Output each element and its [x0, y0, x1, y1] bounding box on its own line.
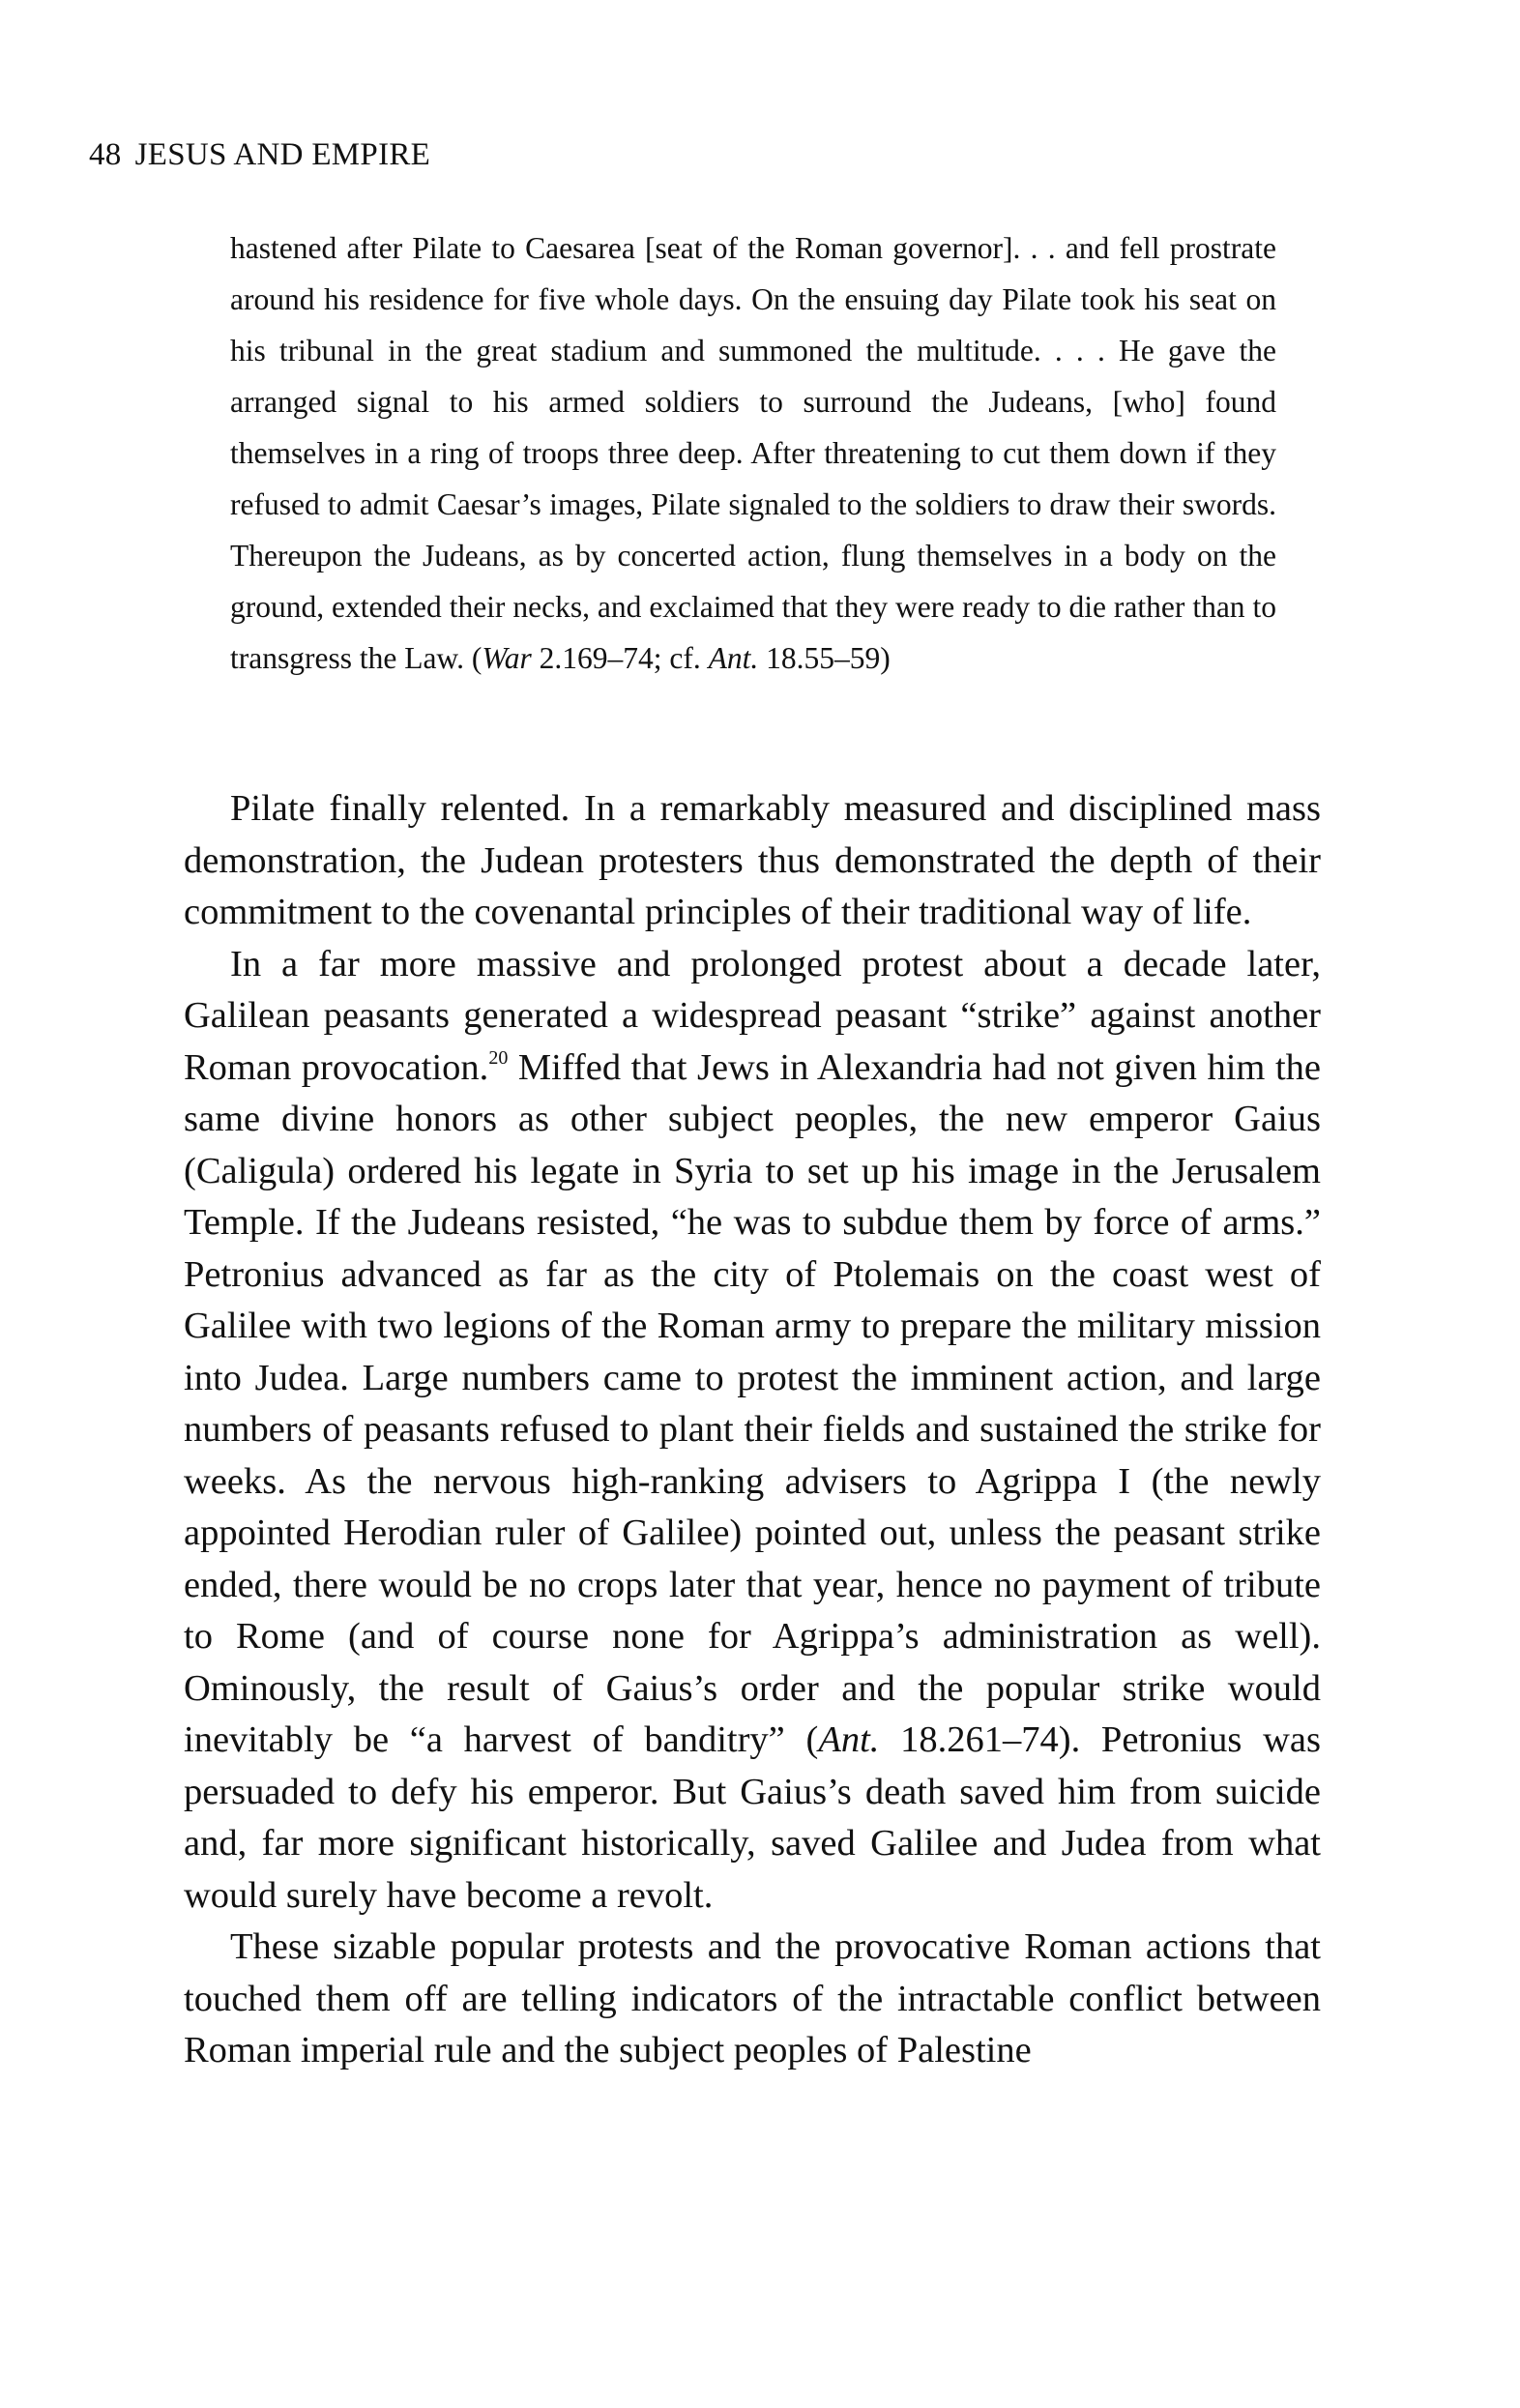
paragraph-2-text-a: In a far more massive and prolonged protest about a decade later, Galilean peasants generated a widespread peasant “strike” against another Roman provocation. — [184, 943, 1321, 1088]
quotation-citation-ref: 2.169–74; cf. — [531, 641, 709, 675]
block-quotation — [230, 222, 1276, 684]
citation-war: War — [482, 641, 532, 675]
citation-antiquities: Ant. — [818, 1719, 880, 1760]
paragraph-2-text-b: Miffed that Jews in Alexandria had not given him the same divine honors as other subject peoples, the new emperor Gaius (Caligula) ordered his legate in Syria to set up his image in the Jerusalem Temple. If the Judeans resisted, “he was to subdue them by force of arms.” Petronius advanced as far as the city of Ptolemais on the coast west of Galilee with two legions of the Roman army to prepare the military mission into Judea. Large numbers came to protest the imminent action, and large numbers of peasants refused to plant their fields and sustained the strike for weeks. As the nervous high-ranking advisers to Agrippa I (the newly appointed Herodian ruler of Galilee) pointed out, unless the peasant strike ended, there would be no crops later that year, hence no payment of tribute to Rome (and of course none for Agrippa’s administration as well). Ominously, the result of Gaius’s order and the popular strike would inevitably be “a harvest of banditry” ( — [184, 1046, 1321, 1760]
running-head — [89, 135, 430, 174]
footnote-ref-20[interactable]: 20 — [488, 1046, 509, 1069]
body-text — [184, 783, 1321, 2077]
citation-antiquities: Ant. — [708, 641, 759, 675]
paragraph-2-text-c: 18.261–74). Petronius was persuaded to defy his emperor. But Gaius’s death saved him from suicide and, far more significant historically, saved Galilee and Judea from what would surely have become a revolt. — [184, 1719, 1321, 1916]
page-number: 48 — [89, 137, 122, 172]
paragraph-2 — [184, 939, 1321, 1923]
quotation-citation-end: 18.55–59) — [758, 641, 891, 675]
paragraph-3: These sizable popular protests and the provocative Roman actions that touched them off are telling indicators of the intractable conflict between Roman imperial rule and the subject peoples of Palestine — [184, 1926, 1321, 2070]
quotation-text: hastened after Pilate to Caesarea [seat of the Roman governor]. . . and fell prostrate around his residence for five whole days. On the ensuing day Pilate took his seat on his tribunal in the great stadium and summoned the multitude. . . . He gave the arranged signal to his armed soldiers to surround the Judeans, [who] found themselves in a ring of troops three deep. After threatening to cut them down if they refused to admit Caesar’s images, Pilate signaled to the soldiers to draw their swords. Thereupon the Judeans, as by concerted action, flung themselves in a body on the ground, extended their necks, and exclaimed that they were ready to die rather than to transgress the Law. ( — [230, 231, 1276, 675]
running-head-title: JESUS AND EMPIRE — [134, 137, 431, 172]
paragraph-1: Pilate finally relented. In a remarkably measured and disciplined mass demonstration, the Judean protesters thus demonstrated the depth of their commitment to the covenantal principles of their traditional way of life. — [184, 788, 1321, 932]
